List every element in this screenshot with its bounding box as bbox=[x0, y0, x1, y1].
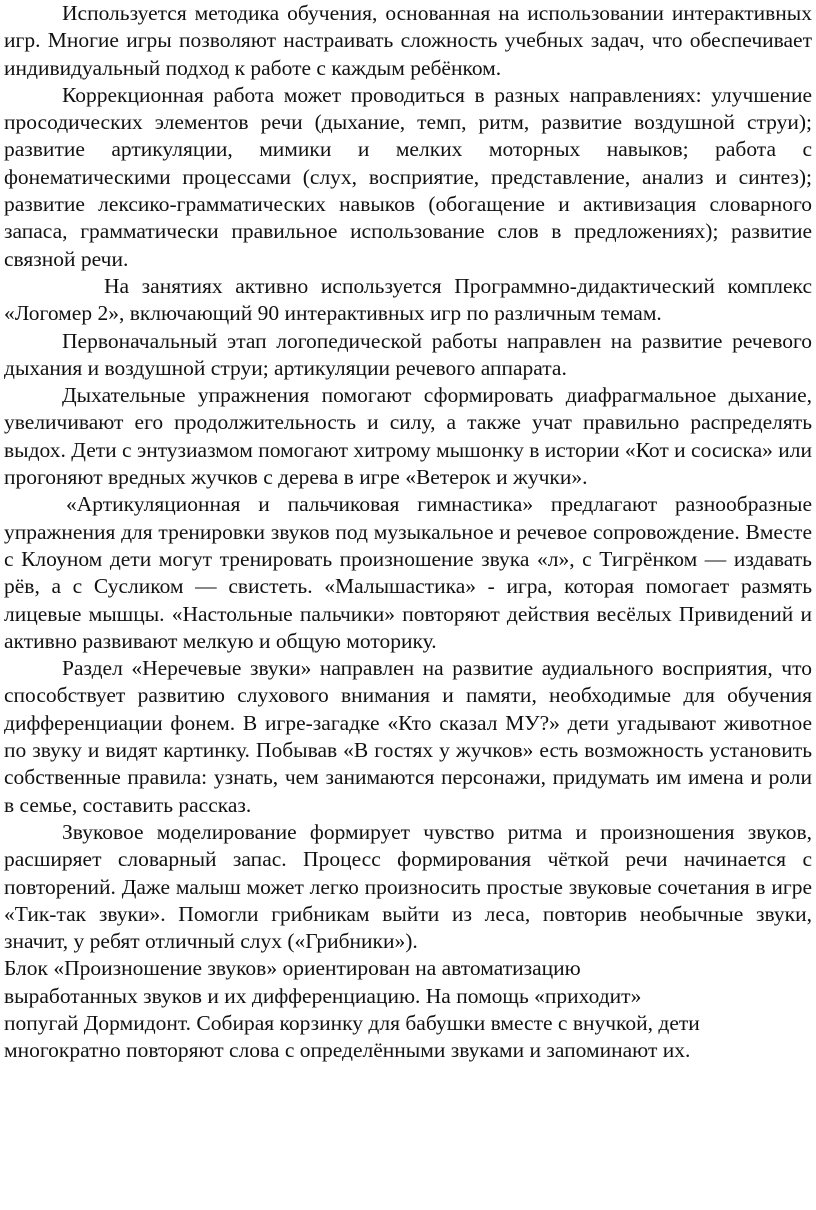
paragraph-breathing-exercises: Дыхательные упражнения помогают сформировать диафрагмальное дыхание, увеличивают его продолжительность и силу, а также учат правильно распределять выдох. Дети с энтузиазмом помогают хитрому мышонку в истории «Кот и сосиска» или прогоняют вредных жучков с дерева в игре «Ветерок и жучки». bbox=[4, 383, 812, 490]
paragraph-nonspeech-sounds: Раздел «Неречевые звуки» направлен на развитие аудиального восприятия, что способствует развитию слухового внимания и памяти, необходимые для обучения дифференциации фонем. В игре-загадке «Кто сказал МУ?» дети угадывают животное по звуку и видят картинку. Побывав «В гостях у жучков» есть возможность установить собственные правила: узнать, чем занимаются персонажи, придумать им имена и роли в семье, составить рассказ. bbox=[4, 656, 812, 817]
text-line: попугай Дормидонт. Собирая корзинку для бабушки вместе с внучкой, дети bbox=[4, 1010, 700, 1035]
paragraph-logomer: На занятиях активно используется Программно-дидактический комплекс «Логомер 2», включающий 90 интерактивных игр по различным темам. bbox=[4, 273, 812, 326]
paragraph-correction-work: Коррекционная работа может проводиться в разных направлениях: улучшение просодических элементов речи (дыхание, темп, ритм, развитие воздушной струи); развитие артикуляции, мимики и мелких моторных навыков; работа с фонематическими процессами (слух, восприятие, представление, анализ и синтез); развитие лексико-грамматических навыков (обогащение и активизация словарного запаса, грамматически правильное использование слов в предложениях); развитие связной речи. bbox=[4, 82, 812, 271]
paragraph-initial-stage: Первоначальный этап логопедической работы направлен на развитие речевого дыхания и воздушной струи; артикуляции речевого аппарата. bbox=[4, 328, 812, 380]
paragraph-articulation: «Артикуляционная и пальчиковая гимнастика» предлагают разнообразные упражнения для тренировки звуков под музыкальное и речевое сопровождение. Вместе с Клоуном дети могут тренировать произношение звука «л», с Тигрёнком — издавать рёв, а с Сусликом — свистеть. «Малышастика» - игра, которая помогает размять лицевые мышцы. «Настольные пальчики» повторяют действия весёлых Привидений и активно развивают мелкую и общую моторику. bbox=[4, 492, 812, 653]
paragraph-sound-modeling: Звуковое моделирование формирует чувство ритма и произношения звуков, расширяет словарный запас. Процесс формирования чёткой речи начинается с повторений. Даже малыш может легко произносить простые звуковые сочетания в игре «Тик-так звуки». Помогли грибникам выйти из леса, повторив необычные звуки, значит, у ребят отличный слух («Грибники»). bbox=[4, 819, 812, 954]
paragraph-pronunciation-block bbox=[4, 955, 812, 1064]
paragraph-interactive-games: Используется методика обучения, основанная на использовании интерактивных игр. Многие игры позволяют настраивать сложность учебных задач, что обеспечивает индивидуальный подход к работе с каждым ребёнком. bbox=[4, 1, 812, 80]
text-line: Блок «Произношение звуков» ориентирован на автоматизацию bbox=[4, 956, 581, 981]
text-line: многократно повторяют слова с определёнными звуками и запоминают их. bbox=[4, 1038, 691, 1063]
text-line: выработанных звуков и их дифференциацию. На помощь «приходит» bbox=[4, 983, 642, 1008]
